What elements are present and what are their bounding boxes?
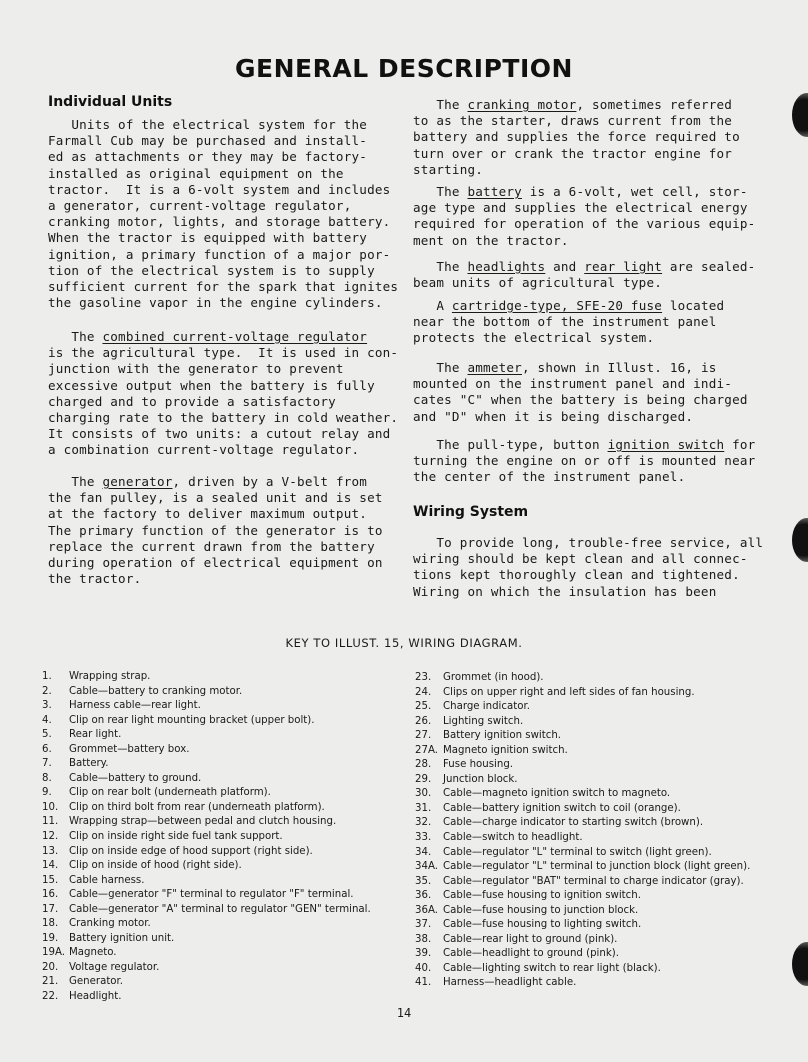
key-text: Lighting switch.: [443, 715, 524, 727]
key-number: 35.: [415, 875, 432, 887]
key-item: [415, 816, 750, 831]
text-run: located: [662, 298, 725, 313]
key-item: [42, 830, 371, 845]
key-text: Cable harness.: [69, 874, 145, 886]
key-text: Cable—magneto ignition switch to magneto.: [443, 788, 671, 800]
key-list-right: [415, 671, 750, 991]
key-number: 20.: [42, 961, 59, 973]
paragraph-wiring: [413, 535, 763, 600]
paragraph-fuse: [413, 298, 724, 347]
text-run: are sealed-: [662, 259, 756, 274]
text-line: a generator, current-voltage regulator,: [48, 198, 352, 214]
key-number: 13.: [42, 845, 59, 857]
key-text: Cranking motor.: [69, 918, 151, 930]
key-number: 25.: [415, 701, 432, 713]
key-text: Junction block.: [443, 773, 518, 785]
text-line: the gasoline vapor in the engine cylinders.: [48, 295, 383, 311]
key-item: [42, 975, 371, 990]
key-text: Harness cable—rear light.: [69, 700, 201, 712]
key-number: 6.: [42, 743, 52, 755]
key-item: [42, 932, 371, 947]
text-line: junction with the generator to prevent: [48, 361, 344, 377]
key-text: Cable—headlight to ground (pink).: [443, 948, 619, 960]
key-item: [415, 686, 750, 701]
term-cranking-motor: cranking motor: [467, 97, 577, 112]
key-number: 38.: [415, 933, 432, 945]
key-item: [42, 917, 371, 932]
term-ammeter: ammeter: [467, 360, 522, 375]
key-item: [415, 962, 750, 977]
key-text: Generator.: [69, 976, 124, 988]
key-number: 24.: [415, 686, 432, 698]
text-line: Farmall Cub may be purchased and install-: [48, 133, 368, 149]
key-number: 27.: [415, 730, 432, 742]
key-text: Clip on third bolt from rear (underneath platform).: [69, 801, 325, 813]
key-number: 29.: [415, 773, 432, 785]
key-number: 28.: [415, 759, 432, 771]
key-text: Fuse housing.: [443, 759, 514, 771]
key-text: Clips on upper right and left sides of fan housing.: [443, 686, 695, 698]
key-number: 36.: [415, 890, 432, 902]
key-number: 34A.: [415, 861, 438, 873]
text-line: charged and to provide a satisfactory: [48, 393, 336, 409]
key-number: 16.: [42, 889, 59, 901]
key-number: 14.: [42, 860, 59, 872]
key-item: [42, 815, 371, 830]
key-text: Cable—rear light to ground (pink).: [443, 933, 618, 945]
text-run: is a 6-volt, wet cell, stor-: [521, 184, 748, 199]
key-item: [42, 961, 371, 976]
paragraph-battery: [413, 184, 755, 249]
key-text: Clip on rear light mounting bracket (upper bolt).: [69, 714, 315, 726]
text-run: , driven by a V-belt from: [172, 474, 368, 489]
key-item: [415, 976, 750, 991]
key-item: [415, 918, 750, 933]
key-text: Cable—fuse housing to ignition switch.: [443, 890, 641, 902]
key-item: [42, 757, 371, 772]
text-line: age type and supplies the electrical energy: [413, 200, 748, 216]
text-line: It consists of two units: a cutout relay and: [48, 426, 391, 442]
page-title: GENERAL DESCRIPTION: [235, 54, 573, 83]
key-item: [415, 947, 750, 962]
key-number: 41.: [415, 977, 432, 989]
key-number: 5.: [42, 729, 52, 741]
key-text: Cable—generator "A" terminal to regulator "GEN" terminal.: [69, 903, 371, 915]
key-number: 31.: [415, 802, 432, 814]
key-number: 22.: [42, 991, 59, 1003]
key-item: [415, 744, 750, 759]
heading-wiring-system: Wiring System: [413, 504, 529, 520]
key-text: Cable—battery ignition switch to coil (orange).: [443, 802, 681, 814]
paragraph-cranking-motor: [413, 97, 740, 178]
text-line: The primary function of the generator is to: [48, 522, 383, 538]
key-item: [415, 933, 750, 948]
key-text: Grommet (in hood).: [443, 672, 544, 683]
term-rear-light: rear light: [584, 259, 663, 274]
binder-hole: [792, 518, 808, 562]
key-item: [42, 699, 371, 714]
key-number: 23.: [415, 672, 432, 683]
text-line: and "D" when it is being discharged.: [413, 408, 694, 424]
key-text: Headlight.: [69, 991, 122, 1003]
key-number: 32.: [415, 817, 432, 829]
key-item: [415, 758, 750, 773]
text-run: The: [48, 474, 103, 489]
key-number: 40.: [415, 962, 432, 974]
key-item: [415, 875, 750, 890]
paragraph-generator: [48, 474, 383, 587]
key-item: [42, 888, 371, 903]
key-number: 1.: [42, 671, 52, 682]
text-line: starting.: [413, 161, 484, 177]
key-number: 12.: [42, 831, 59, 843]
key-item: [415, 846, 750, 861]
key-item: [42, 874, 371, 889]
text-line: tion of the electrical system is to supply: [48, 262, 375, 278]
term-headlights: headlights: [467, 259, 546, 274]
key-text: Cable—fuse housing to junction block.: [443, 904, 639, 916]
key-number: 17.: [42, 903, 59, 915]
key-number: 26.: [415, 715, 432, 727]
key-item: [42, 743, 371, 758]
paragraph-ignition-switch: [413, 437, 755, 486]
text-line: ment on the tractor.: [413, 232, 569, 248]
key-item: [415, 831, 750, 846]
key-item: [415, 904, 750, 919]
paragraph-ammeter: [413, 360, 748, 425]
key-item: [42, 859, 371, 874]
key-number: 15.: [42, 874, 59, 886]
page-number: 14: [396, 1006, 412, 1020]
text-line: turning the engine on or off is mounted near: [413, 453, 756, 469]
paragraph-units: [48, 117, 398, 311]
key-text: Cable—charge indicator to starting switch (brown).: [443, 817, 704, 829]
key-number: 19A.: [42, 947, 65, 959]
key-text: Voltage regulator.: [69, 961, 160, 973]
key-text: Harness—headlight cable.: [443, 977, 577, 989]
key-item: [42, 990, 371, 1005]
key-item: [42, 670, 371, 685]
text-line: When the tractor is equipped with battery: [48, 230, 368, 246]
text-line: the center of the instrument panel.: [413, 469, 686, 485]
text-line: charging rate to the battery in cold weather.: [48, 410, 399, 426]
text-line: mounted on the instrument panel and indi-: [413, 376, 733, 392]
text-run: The: [413, 97, 468, 112]
key-item: [42, 685, 371, 700]
text-line: the tractor.: [48, 571, 142, 587]
key-number: 19.: [42, 932, 59, 944]
key-item: [415, 671, 750, 686]
key-number: 8.: [42, 772, 52, 784]
binder-hole: [792, 93, 808, 137]
text-line: wiring should be kept clean and all connec-: [413, 551, 748, 567]
text-line: required for operation of the various equip-: [413, 216, 756, 232]
text-line: To provide long, trouble-free service, all: [413, 535, 764, 550]
binder-hole: [792, 942, 808, 986]
key-number: 34.: [415, 846, 432, 858]
key-number: 21.: [42, 976, 59, 988]
term-ignition-switch: ignition switch: [607, 437, 725, 452]
text-line: cates "C" when the battery is being charged: [413, 392, 748, 408]
key-number: 27A.: [415, 744, 438, 756]
text-run: , sometimes referred: [576, 97, 733, 112]
text-run: The: [413, 184, 468, 199]
key-item: [415, 700, 750, 715]
key-text: Rear light.: [69, 729, 122, 741]
term-regulator: combined current-voltage regulator: [102, 329, 368, 344]
text-line: near the bottom of the instrument panel: [413, 314, 717, 330]
text-line: Wiring on which the insulation has been: [413, 583, 717, 599]
key-text: Battery.: [69, 758, 109, 770]
key-text: Wrapping strap.: [69, 671, 151, 682]
key-title: KEY TO ILLUST. 15, WIRING DIAGRAM.: [285, 636, 523, 650]
key-text: Wrapping strap—between pedal and clutch housing.: [69, 816, 337, 828]
text-line: during operation of electrical equipment on: [48, 555, 383, 571]
paragraph-lights: [413, 259, 755, 291]
key-item: [42, 845, 371, 860]
key-text: Clip on inside of hood (right side).: [69, 860, 242, 872]
key-text: Battery ignition switch.: [443, 730, 562, 742]
text-run: The: [413, 360, 468, 375]
heading-individual-units: Individual Units: [48, 94, 173, 110]
key-number: 30.: [415, 788, 432, 800]
key-number: 33.: [415, 832, 432, 844]
text-line: protects the electrical system.: [413, 330, 655, 346]
key-item: [415, 860, 750, 875]
text-run: A: [413, 298, 452, 313]
paragraph-regulator: [48, 329, 398, 459]
key-text: Cable—battery to cranking motor.: [69, 685, 243, 697]
text-line: is the agricultural type. It is used in con-: [48, 345, 399, 361]
text-line: turn over or crank the tractor engine for: [413, 145, 733, 161]
key-item: [415, 773, 750, 788]
text-line: a combination current-voltage regulator.: [48, 442, 360, 458]
text-line: the fan pulley, is a sealed unit and is set: [48, 490, 383, 506]
key-number: 9.: [42, 787, 52, 799]
key-text: Cable—regulator "BAT" terminal to charge indicator (gray).: [443, 875, 744, 887]
key-text: Magneto ignition switch.: [443, 744, 568, 756]
key-text: Clip on inside edge of hood support (right side).: [69, 845, 313, 857]
key-item: [415, 889, 750, 904]
key-number: 7.: [42, 758, 52, 770]
key-text: Charge indicator.: [443, 701, 530, 713]
key-item: [415, 729, 750, 744]
key-text: Cable—lighting switch to rear light (black).: [443, 962, 661, 974]
text-line: sufficient current for the spark that ignites: [48, 279, 399, 295]
key-number: 11.: [42, 816, 59, 828]
key-item: [42, 786, 371, 801]
key-item: [415, 802, 750, 817]
term-battery: battery: [467, 184, 522, 199]
key-item: [415, 787, 750, 802]
key-item: [415, 715, 750, 730]
text-line: tractor. It is a 6-volt system and includes: [48, 181, 391, 197]
text-line: to as the starter, draws current from the: [413, 113, 733, 129]
text-line: at the factory to deliver maximum output.: [48, 506, 368, 522]
key-text: Cable—fuse housing to lighting switch.: [443, 919, 642, 931]
text-line: replace the current drawn from the battery: [48, 538, 375, 554]
key-number: 18.: [42, 918, 59, 930]
text-run: , shown in Illust. 16, is: [521, 360, 717, 375]
key-text: Grommet—battery box.: [69, 743, 190, 755]
key-text: Clip on inside right side fuel tank support.: [69, 831, 283, 843]
key-item: [42, 714, 371, 729]
key-number: 4.: [42, 714, 52, 726]
text-line: excessive output when the battery is fully: [48, 377, 375, 393]
text-line: Units of the electrical system for the: [48, 117, 368, 132]
text-run: The: [413, 259, 468, 274]
key-text: Clip on rear bolt (underneath platform).: [69, 787, 271, 799]
key-item: [42, 801, 371, 816]
key-text: Cable—switch to headlight.: [443, 832, 583, 844]
key-list-left: [42, 670, 371, 1005]
text-line: beam units of agricultural type.: [413, 275, 663, 291]
key-text: Cable—battery to ground.: [69, 772, 202, 784]
key-text: Cable—regulator "L" terminal to junction block (light green).: [443, 861, 751, 873]
text-run: and: [545, 259, 585, 274]
term-generator: generator: [102, 474, 173, 489]
text-line: ed as attachments or they may be factory-: [48, 149, 368, 165]
key-text: Battery ignition unit.: [69, 932, 175, 944]
key-item: [42, 903, 371, 918]
key-text: Cable—regulator "L" terminal to switch (light green).: [443, 846, 712, 858]
text-line: ignition, a primary function of a major por-: [48, 246, 391, 262]
text-line: battery and supplies the force required to: [413, 129, 740, 145]
text-run: The: [48, 329, 103, 344]
key-number: 39.: [415, 948, 432, 960]
key-number: 2.: [42, 685, 52, 697]
key-text: Magneto.: [69, 947, 117, 959]
key-text: Cable—generator "F" terminal to regulator "F" terminal.: [69, 889, 354, 901]
key-number: 36A.: [415, 904, 438, 916]
key-number: 3.: [42, 700, 52, 712]
text-line: cranking motor, lights, and storage battery.: [48, 214, 391, 230]
key-number: 10.: [42, 801, 59, 813]
key-item: [42, 772, 371, 787]
text-run: The pull-type, button: [413, 437, 608, 452]
term-fuse: cartridge-type, SFE-20 fuse: [451, 298, 663, 313]
key-item: [42, 946, 371, 961]
text-line: installed as original equipment on the: [48, 165, 344, 181]
text-run: for: [724, 437, 756, 452]
key-item: [42, 728, 371, 743]
text-line: tions kept thoroughly clean and tightened.: [413, 567, 740, 583]
key-number: 37.: [415, 919, 432, 931]
